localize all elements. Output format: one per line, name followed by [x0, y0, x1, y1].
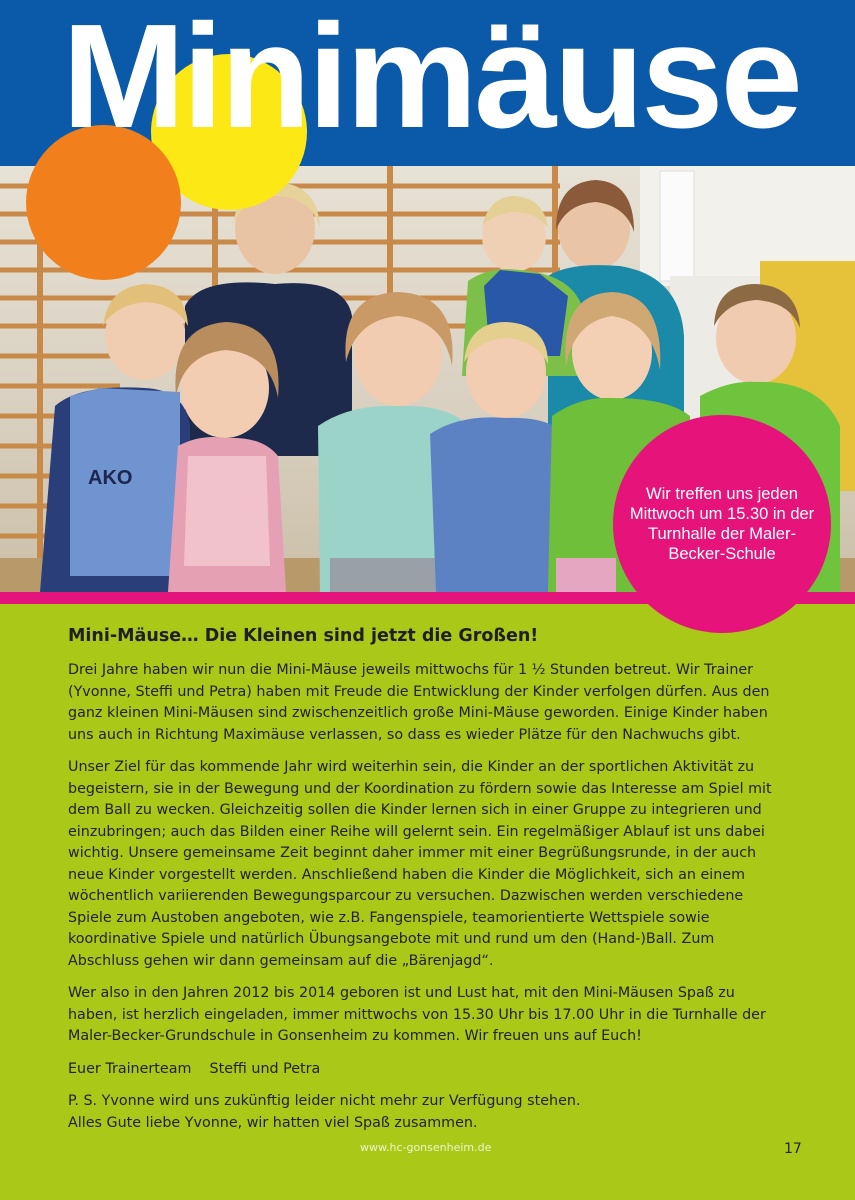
article-paragraph-3: Wer also in den Jahren 2012 bis 2014 geboren ist und Lust hat, mit den Mini-Mäusen Spaß zu haben, ist herzlich eingeladen, immer mittwochs von 15.30 Uhr bis 17.00 Uhr in die Turnhalle der Maler-Becker-Grundschule in Gonsenheim zu kommen. Wir freuen uns auf Euch! [68, 985, 766, 1044]
footer-website-url: www.hc-gonsenheim.de [360, 1141, 492, 1154]
callout-text: Wir treffen uns jeden Mittwoch um 15.30 in der Turnhalle der Maler-Becker-Schule [629, 485, 815, 563]
article-body [68, 626, 788, 1145]
page-title: Minimäuse [62, 0, 800, 159]
article-heading: Mini-Mäuse… Die Kleinen sind jetzt die Großen! [68, 626, 539, 646]
jersey-print-text: AKO [88, 467, 133, 489]
article-paragraph-1: Drei Jahre haben wir nun die Mini-Mäuse jeweils mittwochs für 1 ½ Stunden betreut. Wir Trainer (Yvonne, Steffi und Petra) haben mit Freude die Entwicklung der Kinder verfolgen dürfen. Aus den ganz kleinen Mini-Mäusen sind zwischenzeitlich große Mini-Mäuse geworden. Einige Kinder haben uns auch in Richtung Maximäuse verlassen, so dass es wieder Plätze für den Nachwuchs gibt. [68, 662, 770, 743]
trainer-team-signature: Euer Trainerteam Steffi und Petra [68, 1060, 321, 1077]
postscript-line-1: P. S. Yvonne wird uns zukünftig leider nicht mehr zur Verfügung stehen. [68, 1093, 581, 1109]
article-paragraph-2: Unser Ziel für das kommende Jahr wird weiterhin sein, die Kinder an der sportlichen Aktivität zu begeistern, sie in der Bewegung und der Koordination zu fördern sowie das Interesse am Spiel mit dem Ball zu wecken. Gleichzeitig sollen die Kinder lernen sich in einer Gruppe zu integrieren und einzubringen; auch das Bilden einer Reihe will gelernt sein. Ein regelmäßiger Ablauf ist uns dabei wichtig. Unsere gemeinsame Zeit beginnt daher immer mit einer Begrüßungsrunde, in der auch neue Kinder vorgestellt werden. Anschließend haben die Kinder die Möglichkeit, sich an einem wöchentlich variierenden Bewegungsparcour zu versuchen. Dazwischen werden verschiedene Spiele zum Austoben angeboten, wie z.B. Fangenspiele, teamorientierte Wettspiele sowie koordinative Spiele und natürlich Übungsangebote mit und rund um den (Hand-)Ball. Zum Abschluss gehen wir dann gemeinsam auf die „Bärenjagd“. [68, 759, 772, 969]
meeting-info-callout [613, 415, 831, 633]
page-number: 17 [784, 1141, 802, 1157]
article-panel [0, 604, 855, 1200]
postscript-line-2: Alles Gute liebe Yvonne, wir hatten viel Spaß zusammen. [68, 1114, 478, 1131]
